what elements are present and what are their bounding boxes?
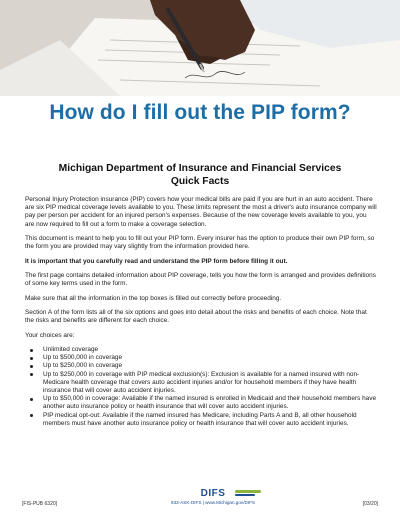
first-page-paragraph: The first page contains detailed information about PIP coverage, tells you how the form is arranged and provides definitions of some key terms used in the form. [25,271,376,288]
page-footer [0,488,400,518]
department-name: Michigan Department of Insurance and Financial Services [58,163,342,174]
difs-logo: DIFS [201,488,226,499]
hero-photo [0,0,400,96]
list-item: Unlimited coverage [25,346,377,354]
logo-swoosh-icon [235,489,261,498]
bullet-icon [30,357,33,360]
difs-branding [168,488,258,505]
bullet-icon [30,365,33,368]
list-item: Up to $500,000 in coverage [25,354,377,362]
top-boxes-paragraph: Make sure that all the information in the top boxes is filled out correctly before proceeding. [25,294,282,302]
page-title: How do I fill out the PIP form? [49,101,351,124]
contact-info: 833-ASK-DIFS | www.Michigan.gov/DIFS [171,500,255,505]
body-content [25,196,377,428]
choices-list [25,346,377,428]
bullet-icon [30,373,33,376]
list-item: Up to $250,000 in coverage [25,362,377,370]
list-item: PIP medical opt-out: Available if the named insured has Medicare, including Parts A and B, all other household members must have another auto insurance policy or health insurance that will cover auto accident injuries. [25,412,377,428]
bullet-icon [30,398,33,401]
document-type: Quick Facts [170,176,230,187]
purpose-paragraph: This document is meant to help you to fill out your PIP form. Every insurer has the option to produce their own PIP form, so the form you are provided may vary slightly from the information provided here. [25,235,375,251]
subhead [0,162,400,188]
list-item: Up to $50,000 in coverage: Available if the named insured is enrolled in Medicaid and their household members have another auto insurance policy or health insurance that will cover auto accident injuries. [25,395,377,411]
hero-illustration [0,0,400,96]
bullet-icon [30,414,33,417]
list-item: Up to $250,000 in coverage with PIP medical exclusion(s): Exclusion is available for a named insured with non-Medicare health coverage that covers auto accident injuries and/or for household members if they have health insurance that will cover auto accident injuries. [25,371,377,396]
important-note: It is important that you carefully read and understand the PIP form before filling it out. [25,257,288,265]
choices-intro: Your choices are: [25,331,75,339]
publication-code: [FIS-PUB 6320] [22,501,58,507]
bullet-icon [30,349,33,352]
intro-paragraph: Personal Injury Protection insurance (PIP) covers how your medical bills are paid if you are hurt in an auto accident. There are six PIP medical coverage levels available to you. These limits represent the most a driver's auto insurance company will pay per person per accident for an injured person's expenses. Because of the new coverage levels available to you, you are now required to fill out a form to make a coverage selection. [25,196,377,228]
section-a-paragraph: Section A of the form lists all of the six options and goes into detail about the risks and benefits of each choice. Note that the risks and benefits are different for each choice. [25,308,367,325]
publication-date: [03/20] [362,501,378,507]
